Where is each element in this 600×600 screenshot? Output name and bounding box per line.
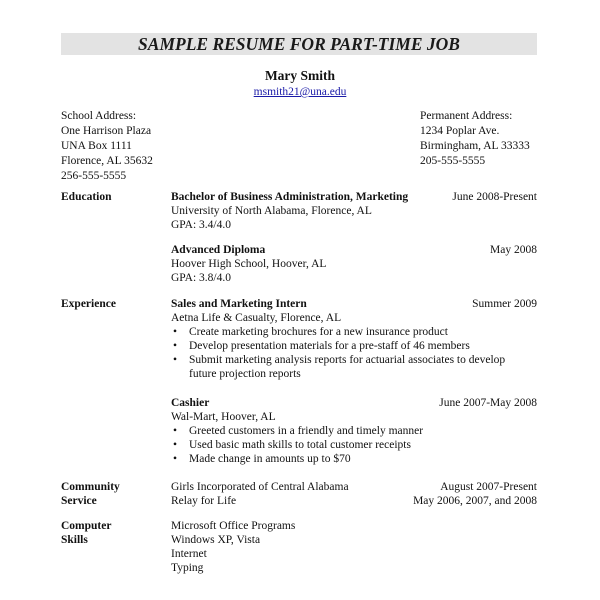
permanent-address-line: Birmingham, AL 33333	[420, 140, 530, 152]
school-line: University of North Alabama, Florence, AL	[171, 205, 372, 217]
bullet-icon: •	[173, 354, 178, 366]
education-label	[61, 190, 112, 204]
list-item	[171, 325, 537, 339]
computer-skills-label	[61, 519, 111, 547]
list-item	[171, 353, 519, 381]
employer-line: Aetna Life & Casualty, Florence, AL	[171, 312, 342, 324]
skill-item: Windows XP, Vista	[171, 534, 261, 546]
list-item	[171, 438, 537, 452]
experience-label-text: Experience	[61, 298, 116, 310]
bullet-icon: •	[173, 326, 178, 338]
job-title: Cashier	[171, 397, 210, 409]
applicant-name: Mary Smith	[264, 68, 336, 83]
bullet-icon: •	[173, 340, 178, 352]
job-title: Sales and Marketing Intern	[171, 298, 307, 310]
school-address-block	[61, 109, 153, 184]
duty-text: Create marketing brochures for a new insurance product	[189, 326, 448, 338]
school-address-line: UNA Box 1111	[61, 140, 132, 152]
duty-text: Made change in amounts up to $70	[189, 453, 351, 465]
entry-date: Summer 2009	[472, 298, 537, 310]
education-entry	[171, 190, 537, 232]
education-label-text: Education	[61, 191, 112, 203]
community-service-label	[61, 480, 120, 508]
permanent-address-line: 1234 Poplar Ave.	[420, 125, 500, 137]
computer-skills-list	[171, 519, 295, 575]
skill-item: Microsoft Office Programs	[171, 520, 296, 532]
service-date: May 2006, 2007, and 2008	[413, 495, 537, 507]
computer-skills-label-line: Computer	[61, 520, 112, 532]
degree-title: Bachelor of Business Administration, Marketing	[171, 191, 409, 203]
resume-title: SAMPLE RESUME FOR PART-TIME JOB	[138, 34, 460, 54]
school-address-line: One Harrison Plaza	[61, 125, 152, 137]
education-entry	[171, 243, 537, 285]
service-item: Relay for Life	[171, 495, 237, 507]
school-address-line: Florence, AL 35632	[61, 155, 153, 167]
school-phone: 256-555-5555	[61, 170, 127, 182]
service-row	[171, 494, 537, 508]
duty-text: Used basic math skills to total customer receipts	[189, 439, 411, 451]
bullet-icon: •	[173, 425, 178, 437]
community-service-label-line: Community	[61, 481, 120, 493]
employer-line: Wal-Mart, Hoover, AL	[171, 411, 276, 423]
skill-item: Internet	[171, 548, 207, 560]
community-service-list	[171, 480, 537, 508]
permanent-address-label: Permanent Address:	[420, 110, 513, 122]
school-line: Hoover High School, Hoover, AL	[171, 258, 327, 270]
service-row	[171, 480, 537, 494]
experience-entry	[171, 396, 537, 466]
entry-date: June 2007-May 2008	[439, 397, 537, 409]
title-bar	[61, 33, 537, 55]
duty-text: Greeted customers in a friendly and timely manner	[189, 425, 424, 437]
entry-date: May 2008	[490, 244, 537, 256]
bullet-icon: •	[173, 439, 178, 451]
email-link[interactable]: msmith21@una.edu	[253, 86, 347, 98]
duty-text: Submit marketing analysis reports for actuarial associates to develop future projection reports	[189, 354, 506, 380]
entry-date: June 2008-Present	[452, 191, 537, 203]
degree-title: Advanced Diploma	[171, 244, 266, 256]
list-item	[171, 424, 537, 438]
permanent-address-block	[420, 109, 530, 169]
duty-text: Develop presentation materials for a pre-staff of 46 members	[189, 340, 470, 352]
computer-skills-label-line: Skills	[61, 534, 88, 546]
duties-list	[171, 325, 537, 381]
gpa-line: GPA: 3.8/4.0	[171, 272, 231, 284]
gpa-line: GPA: 3.4/4.0	[171, 219, 231, 231]
experience-entry	[171, 297, 537, 381]
list-item	[171, 339, 537, 353]
skill-item: Typing	[171, 562, 204, 574]
duties-list	[171, 424, 537, 466]
experience-label	[61, 297, 116, 311]
service-date: August 2007-Present	[440, 481, 537, 493]
bullet-icon: •	[173, 453, 178, 465]
community-service-label-line: Service	[61, 495, 97, 507]
permanent-phone: 205-555-5555	[420, 155, 486, 167]
service-item: Girls Incorporated of Central Alabama	[171, 481, 349, 493]
list-item	[171, 452, 537, 466]
school-address-label: School Address:	[61, 110, 137, 122]
